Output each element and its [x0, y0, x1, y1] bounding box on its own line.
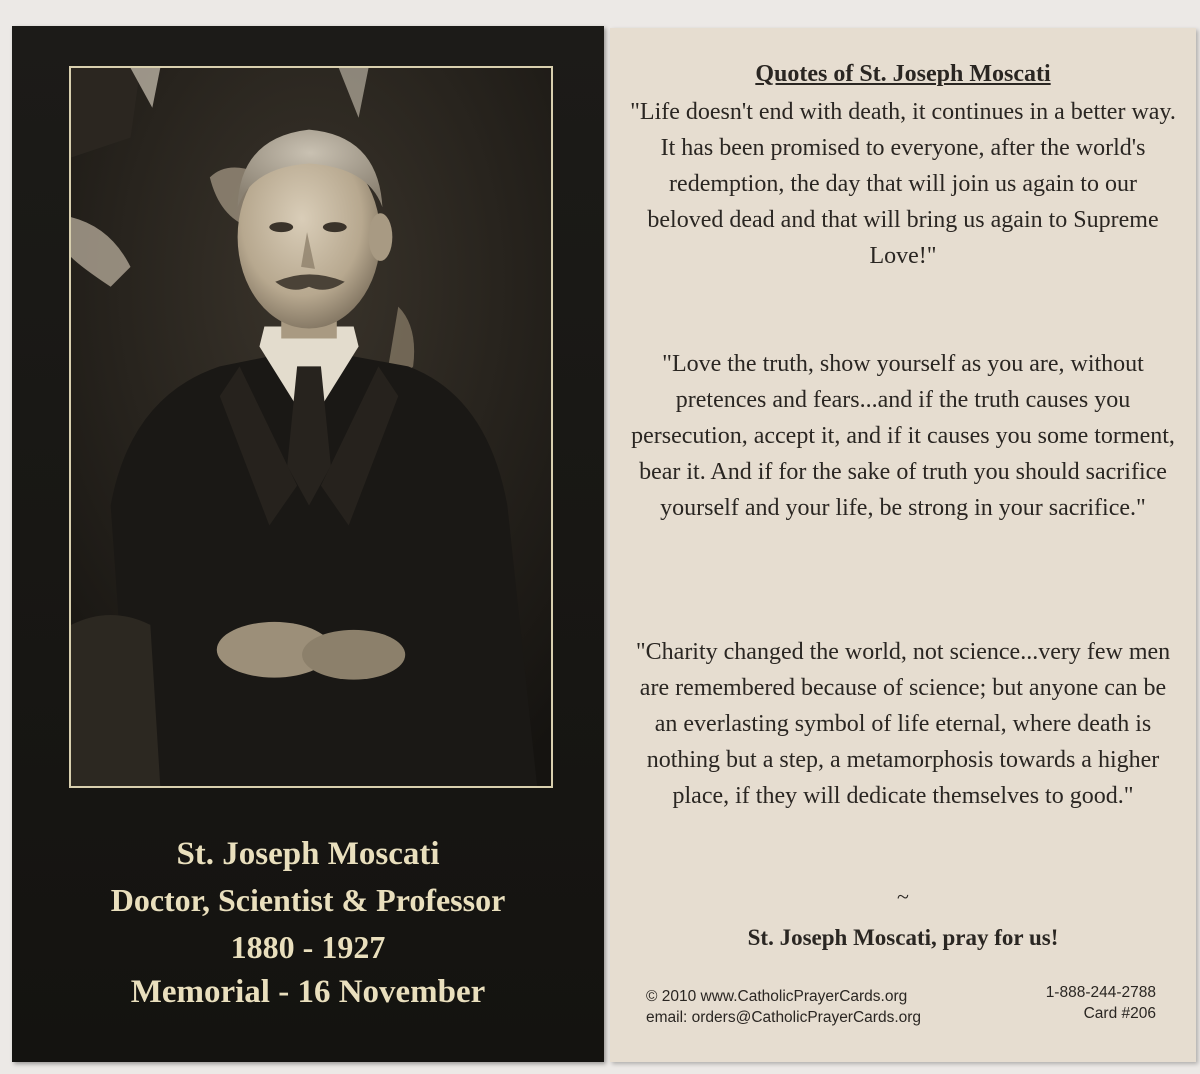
quote-3: "Charity changed the world, not science...very few men are remembered because of science; but anyone can be an everlasting symbol of life eternal, where death is nothing but a step, a metamorphosis towards a higher place, if they will dedicate themselves to good."	[635, 639, 1171, 809]
saint-name: St. Joseph Moscati	[176, 836, 440, 872]
quotes-heading: Quotes of St. Joseph Moscati	[755, 61, 1051, 87]
footer-contact	[646, 986, 921, 1028]
phone-text: 1-888-244-2788	[1045, 984, 1156, 1001]
memorial-date: Memorial - 16 November	[130, 974, 486, 1010]
portrait-photo	[69, 66, 553, 788]
front-card	[12, 26, 604, 1062]
quote-2: "Love the truth, show yourself as you are, without pretences and fears...and if the truth causes you persecution, accept it, and if it causes you some torment, bear it. And if for the sake of truth you should sacrifice yourself and your life, be strong in your sacrifice."	[631, 351, 1175, 521]
prayer-line: St. Joseph Moscati, pray for us!	[747, 925, 1059, 950]
saint-years: 1880 - 1927	[230, 929, 386, 965]
email-text: email: orders@CatholicPrayerCards.org	[646, 1009, 922, 1026]
quote-1: "Life doesn't end with death, it continues in a better way. It has been promised to everyone, after the world's redemption, the day that will join us again to our beloved dead and that will bring us again to Supreme Love!"	[630, 99, 1176, 269]
portrait-image	[71, 68, 551, 786]
copyright-text: © 2010 www.CatholicPrayerCards.org	[646, 988, 908, 1005]
tilde-divider: ~	[897, 884, 909, 909]
saint-title: Doctor, Scientist & Professor	[110, 882, 506, 918]
back-card	[610, 28, 1196, 1062]
footer-info	[1046, 982, 1156, 1024]
card-number: Card #206	[1083, 1005, 1156, 1022]
